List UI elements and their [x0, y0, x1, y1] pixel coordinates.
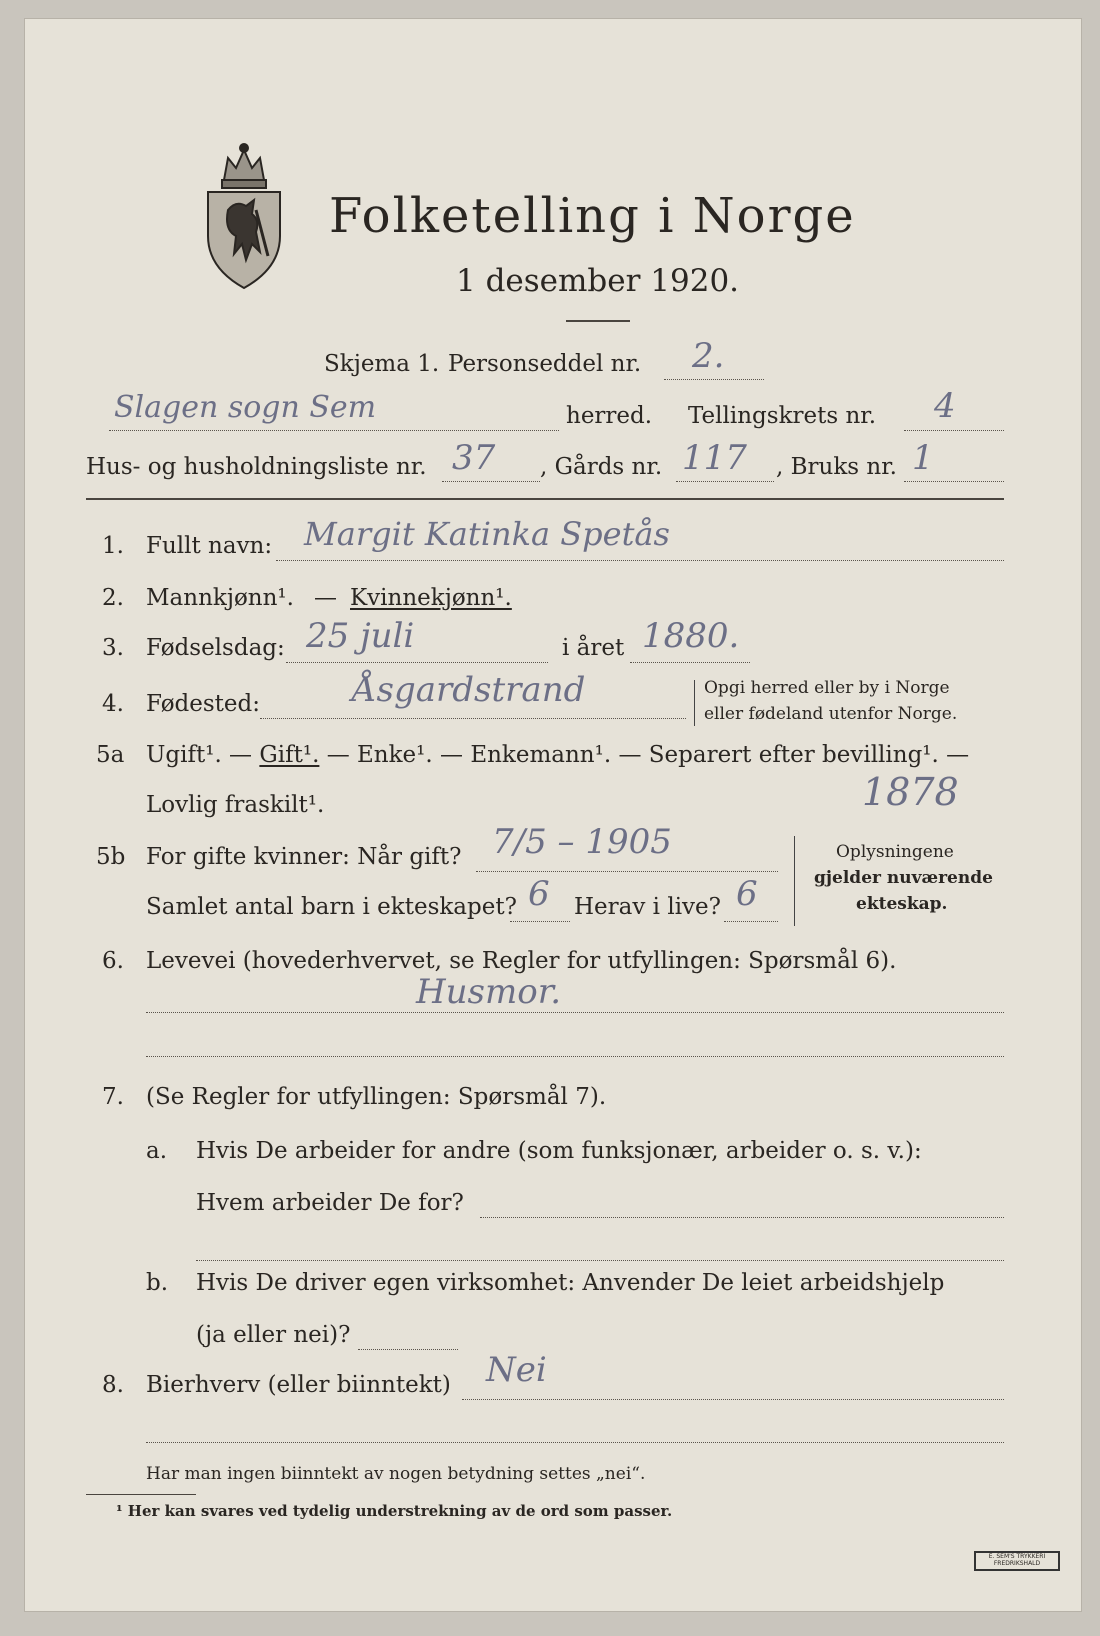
employer-field[interactable]: [480, 1217, 1004, 1218]
herred-value[interactable]: Slagen sogn Sem: [114, 390, 377, 425]
q7-number: 7.: [102, 1084, 124, 1110]
gender-female-selected[interactable]: Kvinnekjønn¹.: [350, 585, 512, 611]
gender-separator: —: [314, 585, 337, 611]
q5a-number: 5a: [96, 742, 125, 768]
marital-other-options[interactable]: — Enke¹. — Enkemann¹. — Separert efter bevilling¹. —: [319, 742, 970, 768]
gender-male[interactable]: Mannkjønn¹.: [146, 585, 294, 611]
alive-label: Herav i live?: [574, 894, 721, 920]
q2-number: 2.: [102, 585, 124, 611]
marital-status-line: [146, 742, 969, 768]
gards-label: , Gårds nr.: [540, 454, 663, 480]
q4-note-line2: eller fødeland utenfor Norge.: [704, 704, 958, 724]
hired-help-field[interactable]: [358, 1349, 458, 1350]
gards-value[interactable]: 117: [682, 438, 747, 478]
occupation-value[interactable]: Husmor.: [416, 972, 562, 1012]
birthday-value[interactable]: 25 juli: [306, 616, 415, 656]
birth-year-label: i året: [562, 635, 625, 661]
personseddel-value[interactable]: 2.: [692, 336, 725, 376]
title-divider: [566, 320, 630, 322]
schema-label: Skjema 1.: [324, 351, 440, 377]
bruks-value[interactable]: 1: [912, 438, 934, 478]
children-label: Samlet antal barn i ekteskapet?: [146, 894, 517, 920]
form-title: Folketelling i Norge: [329, 188, 856, 244]
bruks-label: , Bruks nr.: [776, 454, 897, 480]
marital-fraskilt[interactable]: Lovlig fraskilt¹.: [146, 792, 325, 818]
q7a-number: a.: [146, 1138, 168, 1164]
birthplace-value[interactable]: Åsgardstrand: [352, 670, 586, 710]
printer-stamp: E. SEM'S TRYKKERI FREDRIKSHALD: [974, 1551, 1060, 1571]
tellingskrets-label: Tellingskrets nr.: [688, 403, 877, 429]
norway-coat-of-arms-icon: [202, 140, 286, 292]
q5b-note-line2: gjelder nuværende: [814, 868, 993, 888]
herred-label: herred.: [566, 403, 653, 429]
tellingskrets-value[interactable]: 4: [934, 386, 956, 426]
q6-number: 6.: [102, 948, 124, 974]
personseddel-label: Personseddel nr.: [448, 351, 642, 377]
q3-number: 3.: [102, 635, 124, 661]
margin-note-year: 1878: [862, 770, 959, 814]
alive-count-value[interactable]: 6: [736, 874, 758, 914]
census-date: 1 desember 1920.: [456, 263, 740, 299]
q4-note-line1: Opgi herred eller by i Norge: [704, 678, 950, 698]
q7b-number: b.: [146, 1270, 169, 1296]
q5b-note-line1: Oplysningene: [836, 842, 954, 862]
q5b-label: For gifte kvinner: Når gift?: [146, 844, 462, 870]
q8-label: Bierhverv (eller biinntekt): [146, 1372, 451, 1398]
q7-label: (Se Regler for utfyllingen: Spørsmål 7).: [146, 1084, 607, 1110]
q1-number: 1.: [102, 533, 124, 559]
husliste-value[interactable]: 37: [452, 438, 496, 478]
q8-note: Har man ingen biinntekt av nogen betydning settes „nei“.: [146, 1464, 646, 1484]
q5b-number: 5b: [96, 844, 126, 870]
q3-label: Fødselsdag:: [146, 635, 285, 661]
q4-label: Fødested:: [146, 691, 261, 717]
husliste-label: Hus- og husholdningsliste nr.: [86, 454, 427, 480]
q7b-label: Hvis De driver egen virksomhet: Anvender De leiet arbeidshjelp: [196, 1270, 945, 1296]
q5b-note-line3: ekteskap.: [856, 894, 948, 914]
footnote: ¹ Her kan svares ved tydelig understrekning av de ord som passer.: [116, 1502, 673, 1520]
q7b-sub-label: (ja eller nei)?: [196, 1322, 351, 1348]
q4-number: 4.: [102, 691, 124, 717]
census-form-sheet: [24, 18, 1082, 1612]
q7a-label: Hvis De arbeider for andre (som funksjonær, arbeider o. s. v.):: [196, 1138, 922, 1164]
marital-ugift[interactable]: Ugift¹. —: [146, 742, 260, 768]
q6-label: Levevei (hovederhvervet, se Regler for utfyllingen: Spørsmål 6).: [146, 948, 897, 974]
children-count-value[interactable]: 6: [528, 874, 550, 914]
marriage-date-value[interactable]: 7/5 – 1905: [492, 822, 672, 862]
birth-year-value[interactable]: 1880.: [642, 616, 740, 656]
q8-number: 8.: [102, 1372, 124, 1398]
full-name-value[interactable]: Margit Katinka Spetås: [304, 515, 670, 553]
marital-gift-selected[interactable]: Gift¹.: [259, 742, 320, 768]
header-divider: [86, 498, 1004, 500]
secondary-income-value[interactable]: Nei: [486, 1350, 547, 1390]
footnote-divider: [86, 1494, 196, 1495]
q1-label: Fullt navn:: [146, 533, 273, 559]
q7a-sub-label: Hvem arbeider De for?: [196, 1190, 464, 1216]
